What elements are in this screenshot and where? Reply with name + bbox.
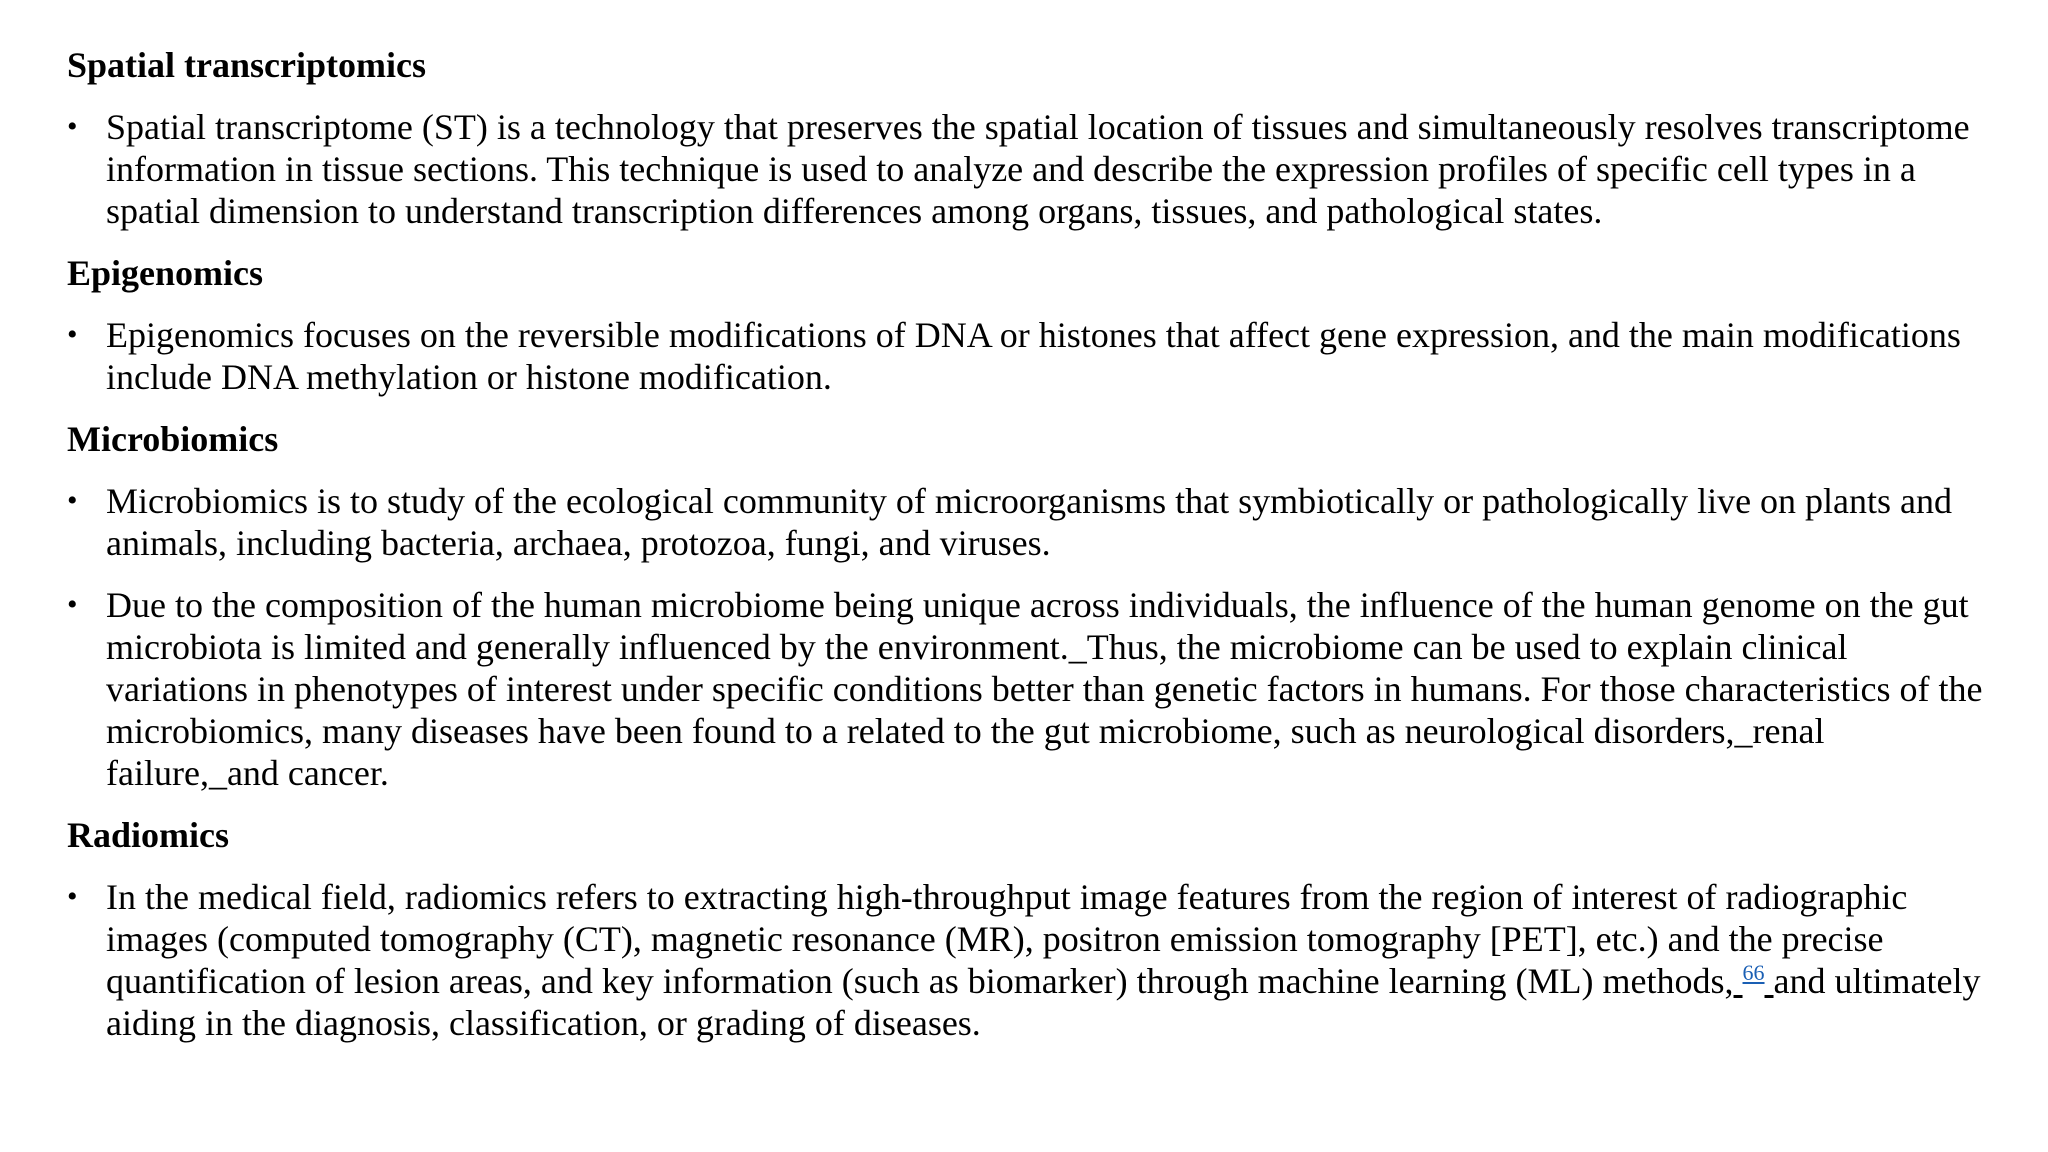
bullet-icon: • <box>67 484 78 517</box>
section-heading: Microbiomics <box>67 419 279 459</box>
ref-spacer <box>1765 961 1774 1001</box>
list-item <box>67 480 1997 564</box>
section-epigenomics <box>67 252 1997 398</box>
bullet-text-tail: and ultimately aiding in the diagnosis, classification, or grading of diseases. <box>106 961 1981 1043</box>
list-item <box>67 106 1997 232</box>
document-page <box>67 44 1997 1064</box>
bullet-list <box>67 314 1997 398</box>
bullet-icon: • <box>67 318 78 351</box>
section-radiomics <box>67 814 1997 1044</box>
bullet-text: In the medical field, radiomics refers to extracting high-throughput image features from the region of interest of radiographic images (computed tomography (CT), magnetic resonance (MR), positron emission tomography [PET], etc.) and the precise quantification of lesion areas, and key information (such as biomarker) through machine learning (ML) methods, <box>106 877 1908 1001</box>
bullet-list <box>67 106 1997 232</box>
bullet-icon: • <box>67 588 78 621</box>
section-heading: Spatial transcriptomics <box>67 45 426 85</box>
bullet-icon: • <box>67 110 78 143</box>
section-microbiomics <box>67 418 1997 794</box>
ref-spacer <box>1734 961 1743 1001</box>
bullet-text: Epigenomics focuses on the reversible modifications of DNA or histones that affect gene expression, and the main modifications include DNA methylation or histone modification. <box>106 315 1961 397</box>
section-heading: Epigenomics <box>67 253 264 293</box>
list-item <box>67 584 1997 794</box>
bullet-text: Spatial transcriptome (ST) is a technology that preserves the spatial location of tissues and simultaneously resolves transcriptome information in tissue sections. This technique is used to analyze and describe the expression profiles of specific cell types in a spatial dimension to understand transcription differences among organs, tissues, and pathological states. <box>106 107 1970 231</box>
section-heading: Radiomics <box>67 815 229 855</box>
bullet-list <box>67 480 1997 794</box>
bullet-text: Due to the composition of the human microbiome being unique across individuals, the influence of the human genome on the gut microbiota is limited and generally influenced by the environment._Thus, the microbiome can be used to explain clinical variations in phenotypes of interest under specific conditions better than genetic factors in humans. For those characteristics of the microbiomics, many diseases have been found to a related to the gut microbiome, such as neurological disorders,_renal failure,_and cancer. <box>106 585 1983 793</box>
bullet-icon: • <box>67 880 78 913</box>
bullet-list <box>67 876 1997 1044</box>
bullet-text: Microbiomics is to study of the ecological community of microorganisms that symbiotically or pathologically live on plants and animals, including bacteria, archaea, protozoa, fungi, and viruses. <box>106 481 1953 563</box>
reference-link[interactable]: 66 <box>1742 960 1765 985</box>
list-item <box>67 314 1997 398</box>
list-item <box>67 876 1997 1044</box>
section-spatial-transcriptomics <box>67 44 1997 232</box>
